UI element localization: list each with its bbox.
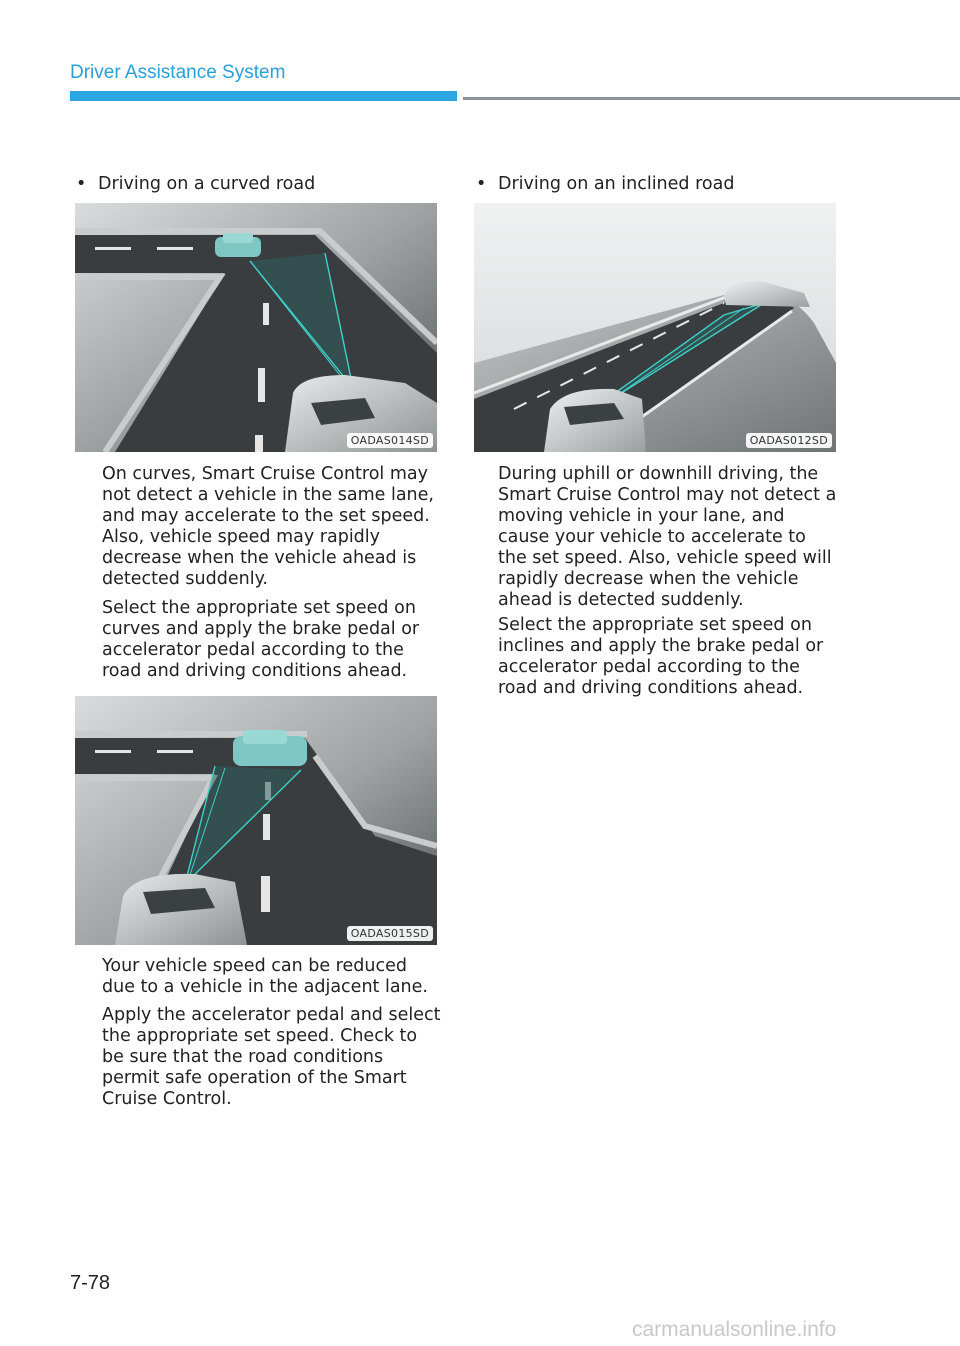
figure-code-label: OADAS015SD xyxy=(347,926,433,941)
curved-road-illustration xyxy=(75,203,437,452)
header-bar-gray xyxy=(463,97,960,100)
figure-code-label: OADAS012SD xyxy=(746,433,832,448)
figure-code-label: OADAS014SD xyxy=(347,433,433,448)
figure-adjacent-lane xyxy=(75,696,437,945)
figure-inclined-road xyxy=(474,203,836,452)
paragraph-incline-detection: During uphill or downhill driving, the Smart Cruise Control may not detect a moving vehicle in your lane, and cause your vehicle to accelerate to the set speed. Also, vehicle speed will rapidly decrease when the vehicle ahead is detected suddenly. xyxy=(498,464,837,610)
paragraph-curves-advice: Select the appropriate set speed on curves and apply the brake pedal or accelerator pedal according to the road and driving conditions ahead. xyxy=(102,598,420,681)
bullet-label: Driving on an inclined road xyxy=(498,174,735,194)
bullet-curved-road xyxy=(76,174,315,194)
paragraph-adjacent-lane: Your vehicle speed can be reduced due to a vehicle in the adjacent lane. xyxy=(102,956,428,997)
bullet-inclined-road xyxy=(476,174,734,194)
paragraph-adjacent-advice: Apply the accelerator pedal and select the appropriate set speed. Check to be sure that the road conditions permit safe operation of the Smart Cruise Control. xyxy=(102,1005,441,1109)
inclined-road-illustration xyxy=(474,203,836,452)
page-number: 7-78 xyxy=(70,1272,111,1294)
watermark: carmanualsonline.info xyxy=(632,1318,837,1341)
paragraph-curves-detection: On curves, Smart Cruise Control may not detect a vehicle in the same lane, and may accelerate to the set speed. Also, vehicle speed may rapidly decrease when the vehicle ahead is detected suddenly. xyxy=(102,464,434,589)
bullet-label: Driving on a curved road xyxy=(98,174,316,194)
figure-curved-road xyxy=(75,203,437,452)
bullet-dot: • xyxy=(76,174,87,194)
header-title: Driver Assistance System xyxy=(70,62,286,83)
header-bar-blue xyxy=(70,91,457,101)
adjacent-lane-illustration xyxy=(75,696,437,945)
bullet-dot: • xyxy=(476,174,487,194)
paragraph-incline-advice: Select the appropriate set speed on inclines and apply the brake pedal or accelerator pedal according to the road and driving conditions ahead. xyxy=(498,615,824,698)
